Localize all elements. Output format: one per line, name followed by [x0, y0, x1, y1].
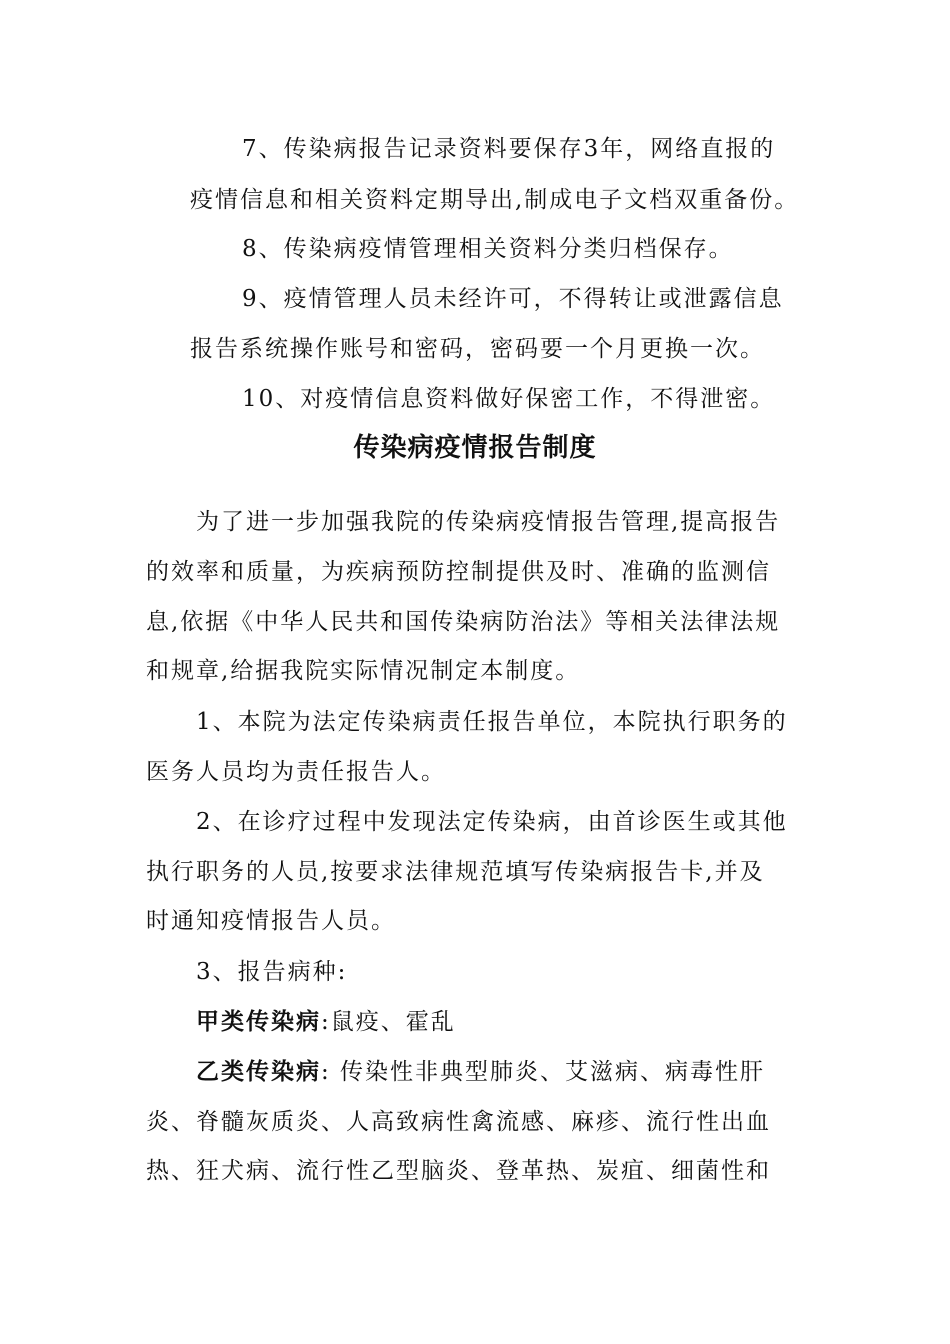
item2-line2: 执行职务的人员,按要求法律规范填写传染病报告卡,并及 — [146, 859, 765, 885]
item7-line1: 7、传染病报告记录资料要保存3年，网络直报的 — [242, 136, 776, 162]
class-a-label: 甲类传染病 — [196, 1009, 321, 1035]
item3-text: 3、报告病种: — [196, 959, 348, 985]
class-b-row — [196, 1057, 765, 1087]
class-a-row — [196, 1007, 456, 1037]
item1-line2: 医务人员均为责任报告人。 — [146, 759, 446, 785]
intro-line4: 和规章,给据我院实际情况制定本制度。 — [146, 658, 581, 684]
item9-line2: 报告系统操作账号和密码，密码要一个月更换一次。 — [190, 336, 765, 362]
item2-line3: 时通知疫情报告人员。 — [146, 908, 396, 934]
item7-line2: 疫情信息和相关资料定期导出,制成电子文档双重备份。 — [190, 187, 800, 213]
intro-line1: 为了进一步加强我院的传染病疫情报告管理,提高报告 — [196, 509, 781, 535]
item9-line1: 9、疫情管理人员未经许可，不得转让或泄露信息 — [242, 286, 784, 312]
class-b-line3: 热、狂犬病、流行性乙型脑炎、登革热、炭疽、细菌性和 — [146, 1158, 771, 1184]
section-title: 传染病疫情报告制度 — [353, 433, 597, 463]
class-b-label: 乙类传染病 — [196, 1059, 321, 1085]
intro-line3: 息,依据《中华人民共和国传染病防治法》等相关法律法规 — [146, 609, 781, 635]
intro-line2: 的效率和质量，为疾病预防控制提供及时、准确的监测信 — [146, 559, 771, 585]
item1-line1: 1、本院为法定传染病责任报告单位，本院执行职务的 — [196, 709, 788, 735]
class-b-line2: 炎、脊髓灰质炎、人高致病性禽流感、麻疹、流行性出血 — [146, 1109, 771, 1135]
item2-line1: 2、在诊疗过程中发现法定传染病，由首诊医生或其他 — [196, 809, 788, 835]
item10-text: 10、对疫情信息资料做好保密工作，不得泄密。 — [242, 386, 776, 412]
class-a-text: :鼠疫、霍乱 — [321, 1009, 456, 1035]
item8-text: 8、传染病疫情管理相关资料分类归档保存。 — [242, 236, 734, 262]
class-b-text: : 传染性非典型肺炎、艾滋病、病毒性肝 — [321, 1059, 766, 1085]
